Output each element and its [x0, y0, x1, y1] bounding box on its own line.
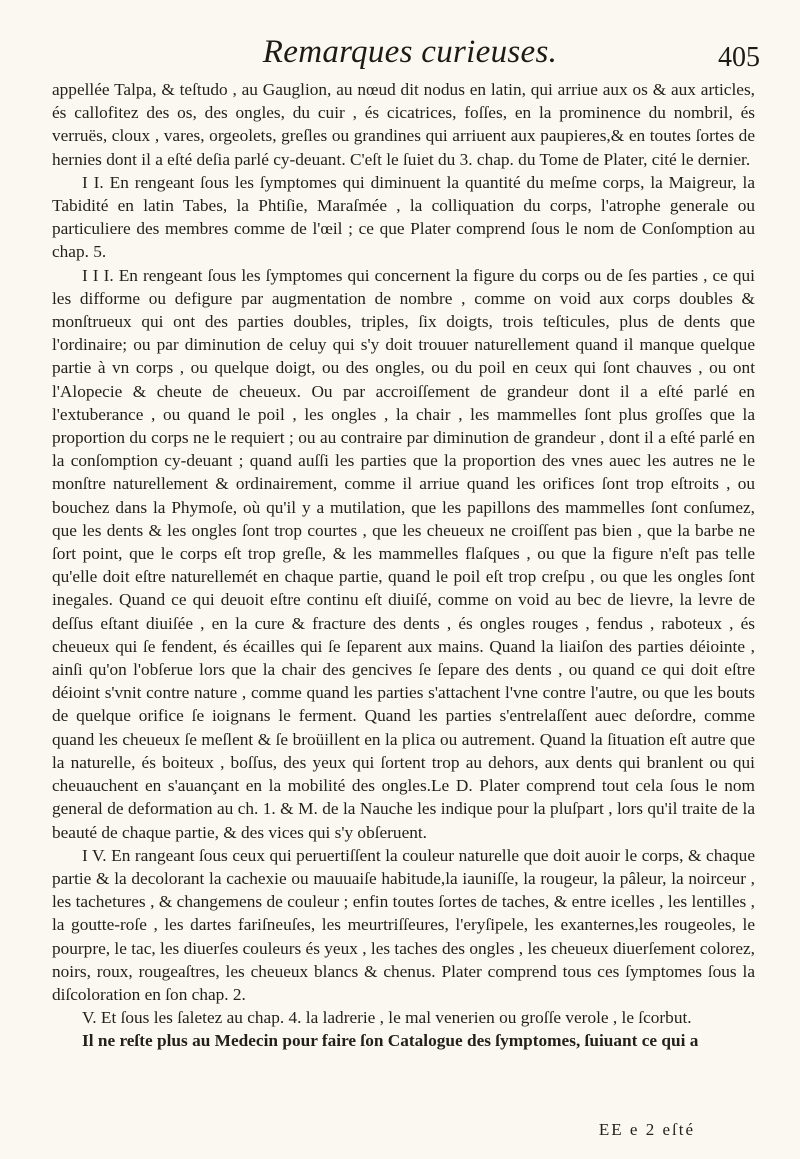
page-number: 405 [718, 42, 760, 73]
paragraph-item-5: V. Et ſous les ſaletez au chap. 4. la ladrerie , le mal venerien ou groſſe verole , le ſcorbut. [82, 1008, 692, 1028]
paragraph-item-4: I V. En rangeant ſous ceux qui peruertiſſent la couleur naturelle que doit auoir le corps, & chaque partie & la decolorant la cachexie ou mauuaiſe habitude,la iauniſſe, la rougeur, la pâleur, la noirceur , les tachetures , & changemens de couleur ; enfin toutes ſortes de taches, & entre icelles , les lentilles , la goutte-roſe , les dartes fariſneuſes, les meurtriſſeures, l'eryſipele, les exanternes,les rougeoles, le pourpre, le tac, les diuerſes couleurs és yeux , les taches des ongles , les cheueux diuerſement colorez, noirs, roux, rougeaſtres, les cheueux blancs & chenus. Plater comprend tous ces ſymptomes ſous la diſcoloration en ſon chap. 2. [52, 845, 755, 1004]
paragraph-item-2: I I. En rengeant ſous les ſymptomes qui diminuent la quantité du meſme corps, la Maigreur, la Tabidité en latin Tabes, la Phtiſie, Maraſmée , la colliquation du corps, l'atrophe generale ou particuliere des membres comme de l'œil ; ce que Plater comprend ſous le nom de Conſomption au chap. 5. [52, 172, 755, 262]
paragraph-closing: Il ne reſte plus au Medecin pour faire ſon Catalogue des ſymptomes, ſuiuant ce qui a [82, 1031, 699, 1051]
page-header [60, 30, 760, 74]
running-title: Remarques curieuses. [262, 34, 558, 70]
body-text [52, 78, 755, 1053]
paragraph-item-3: I I I. En rengeant ſous les ſymptomes qui concernent la figure du corps ou de ſes parties , ce qui les difforme ou defigure par augmentation de nombre , comme on void aux corps doubles & monſtrueux qui ont des parties doubles, triples, ſix doigts, trois teſticules, plus de dents que l'ordinaire; ou par diminution de celuy qui s'y doit trouuer naturellement quand il manque quelque partie à vn corps , ou quelque doigt, ou des ongles, ou du poil en ceux qui ſont chauves , ou ont l'Alopecie & cheute de cheueux. Ou par accroiſſement de grandeur dont il a eſté parlé en l'extuberance , ou quand le poil , les ongles , la chair , les mammelles ſont plus groſſes que la proportion du corps ne le requiert ; ou au contraire par diminution de grandeur , dont il a eſté parlé en la conſomption cy-deuant ; quand auſſi les parties que la proportion des vnes auec les autres ne le monſtre naturellement & ordinairement, comme il arriue quand les orifices ſont trop eſtroits , ou bouchez dans la Phymoſe, où qu'il y a mutilation, que les papillons des mammelles ſont conſumez, que les dents & les ongles ſont trop courtes , que les cheueux ne croiſſent pas bien , que la barbe ne ſort point, que le corps eſt trop greſle, & les mammelles flaſques , ou que la figure n'eſt pas telle qu'elle doit eſtre naturellemét en chaque partie, quand le poil eſt trop creſpu , ou que les ongles ſont inegales. Quand ce qui deuoit eſtre continu eſt diuiſé, comme on void au bec de lievre, la levre de deſſus eſtant diuiſée , en la cure & fracture des dents , és ongles rouges , fendus , raboteux , és cheueux qui ſe fendent, és écailles qui ſe ſeparent aux mains. Quand la liaiſon des parties déiointe , ainſi qu'on l'obſerue lors que la chair des gencives ſe ſepare des dents , ou quand ce qui doit eſtre déioint s'vnit contre nature , comme quand les parties s'attachent l'vne contre l'autre, ou que les bouts de quelque orifice ſe ioignans le ferment. Quand les parties s'entrelaſſent auec deſordre, comme quand les cheueux ſe meſlent & ſe broüillent en la plica ou autrement. Quand la ſituation eſt autre que la naturelle, és boiteux , boſſus, des yeux qui ſortent trop au dehors, aux dents qui branlent ou qui cheuauchent en s'auançant en la mobilité des ongles.Le D. Plater comprend tout cela ſous le nom general de deformation au ch. 1. & M. de la Nauche les indique pour la pluſpart , lors qu'il traite de la beauté de chaque partie, & des vices qui s'y obſeruent. [52, 265, 755, 842]
paragraph-continuation: appellée Talpa, & teſtudo , au Gauglion, au nœud dit nodus en latin, qui arriue aux os & aux articles, és callofitez des os, des ongles, du cuir , és cicatrices, foſſes, en la prominence du nombril, és verruës, cloux , vares, orgeolets, greſles ou grandines qui arriuent aux paupieres,& en toutes ſortes de hernies dont il a eſté deſia parlé cy-deuant. C'eſt le ſuiet du 3. chap. du Tome de Plater, cité le dernier. [52, 80, 755, 169]
catchword-signature: EE e 2 eſté [598, 1120, 695, 1139]
